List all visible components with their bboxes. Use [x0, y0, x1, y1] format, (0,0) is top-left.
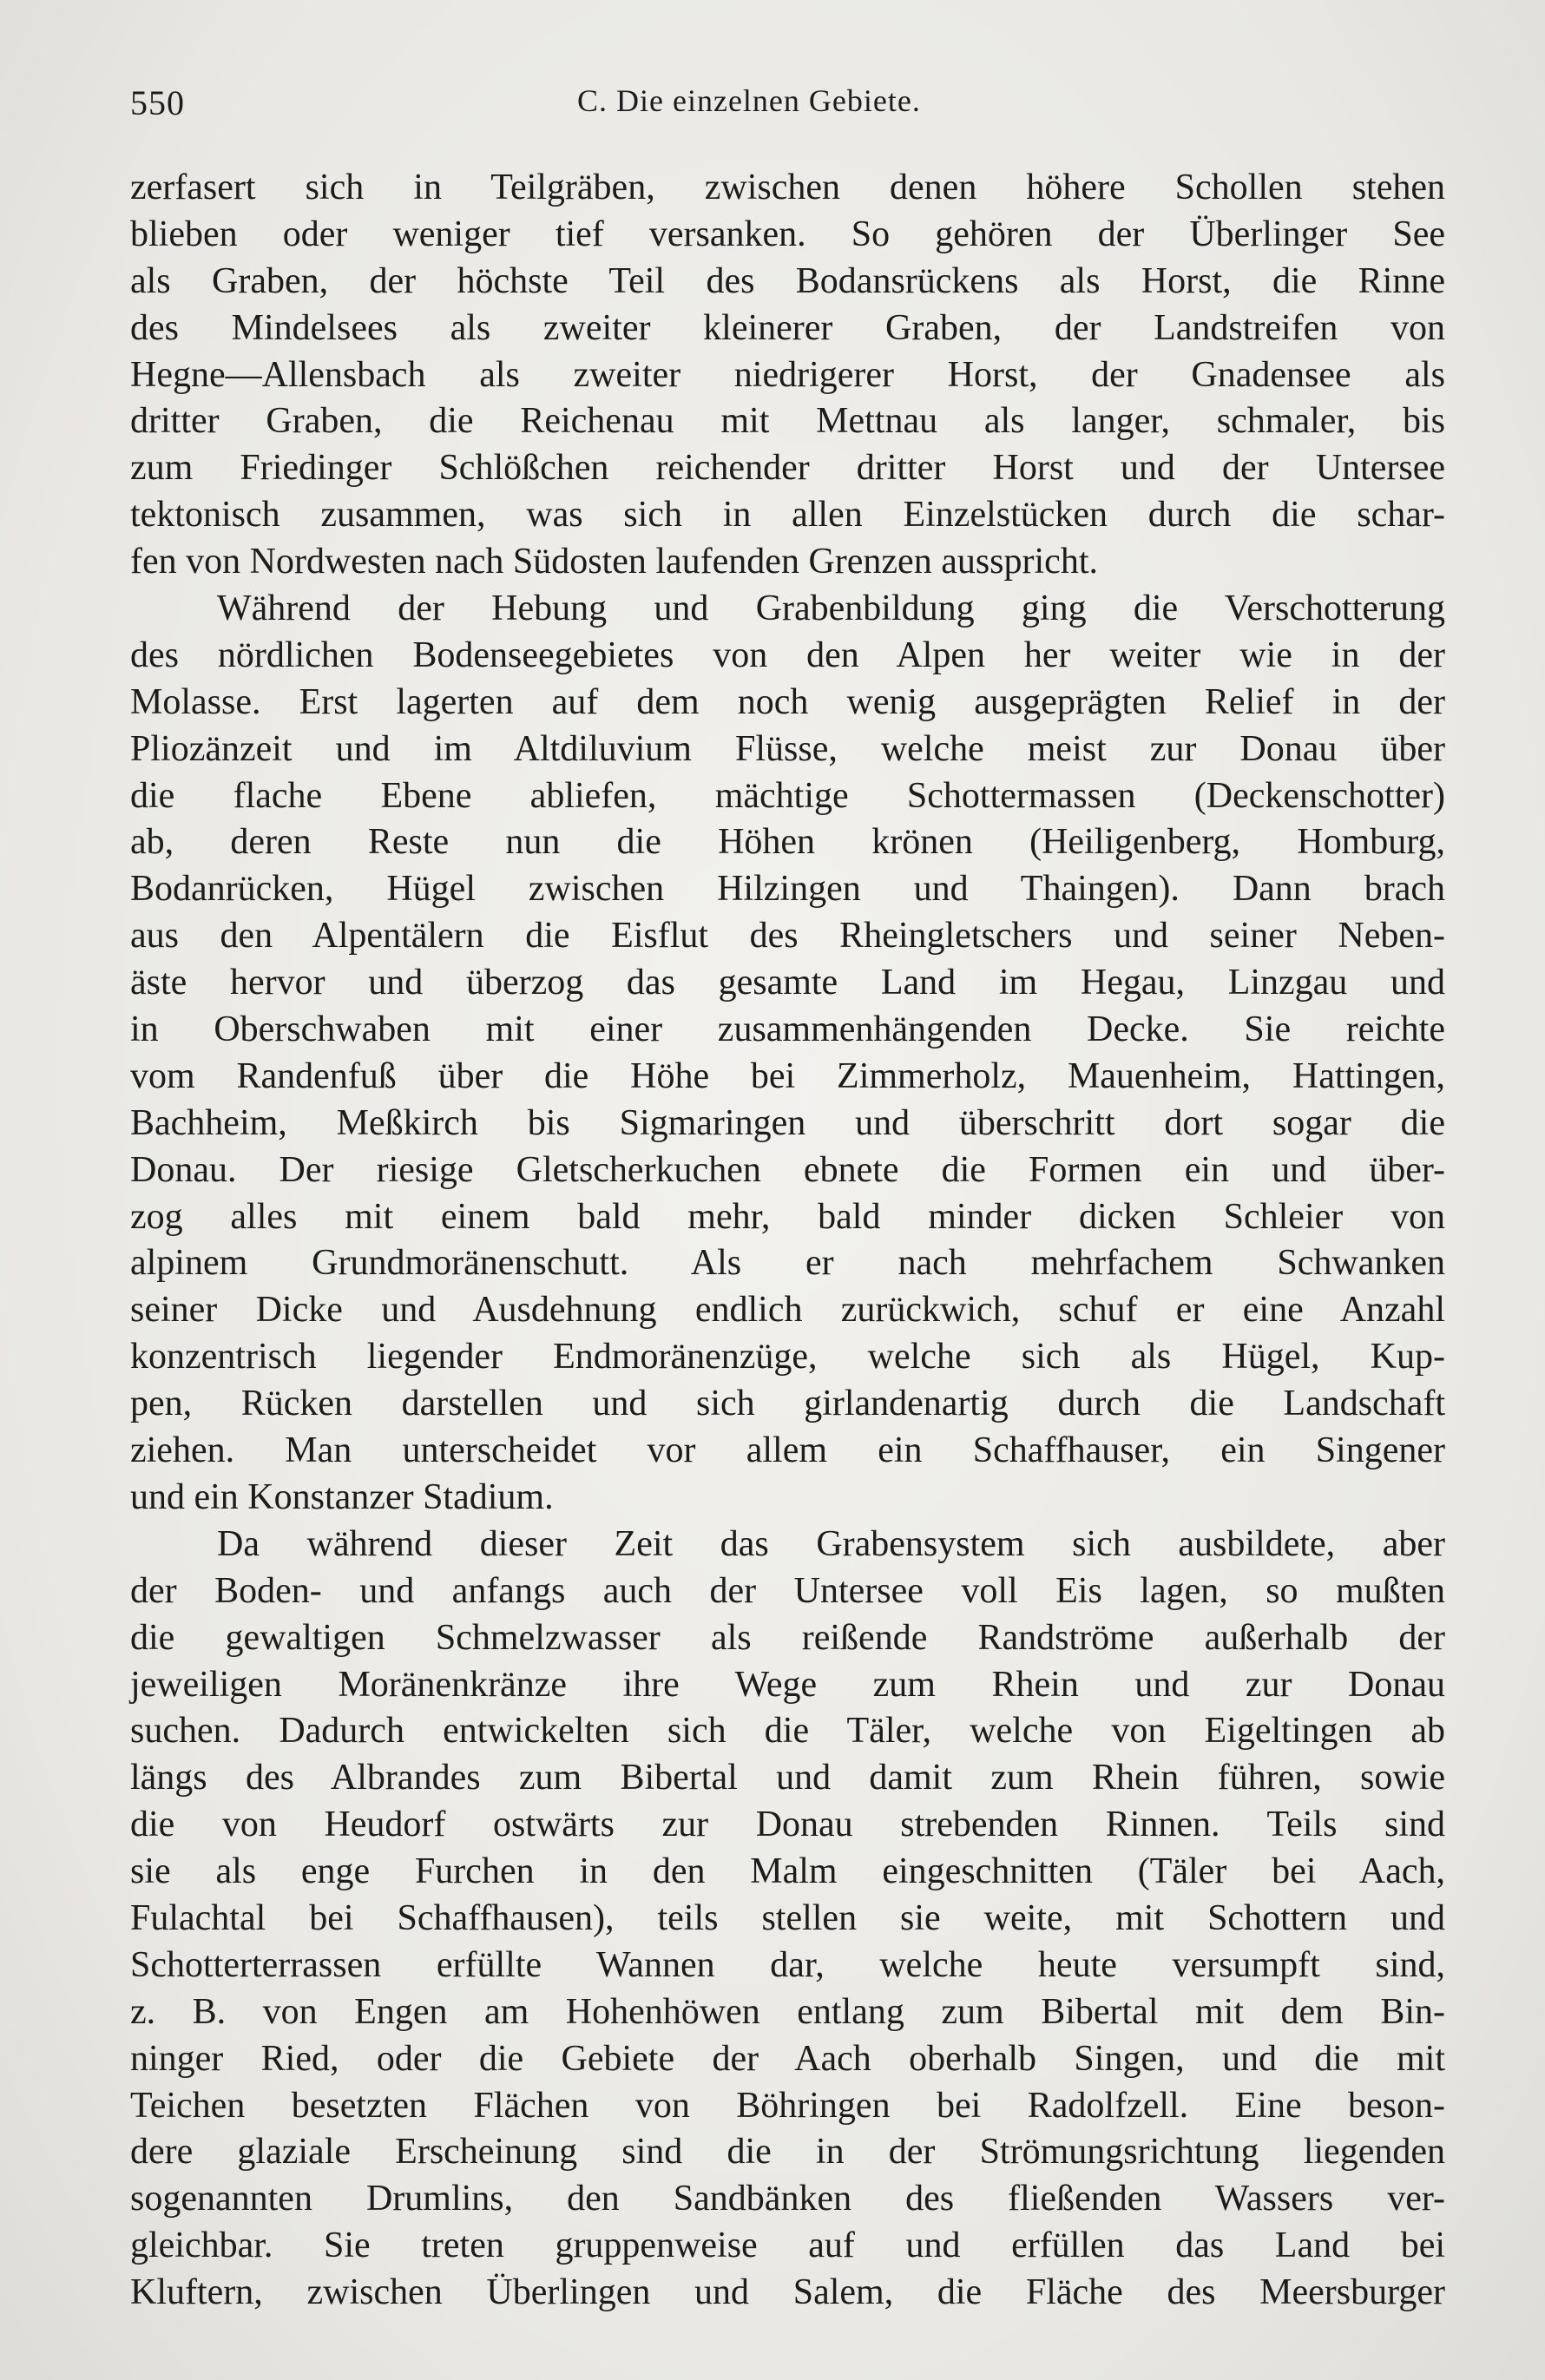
- text-line: seiner Dicke und Ausdehnung endlich zurückwich, schuf er eine Anzahl: [130, 1290, 1445, 1331]
- text-line: zog alles mit einem bald mehr, bald minder dicken Schleier von: [130, 1196, 1445, 1237]
- text-line: suchen. Dadurch entwickelten sich die Täler, welche von Eigeltingen ab: [130, 1711, 1445, 1752]
- text-line: ab, deren Reste nun die Höhen krönen (Heiligenberg, Homburg,: [130, 822, 1445, 863]
- text-line: und ein Konstanzer Stadium.: [130, 1476, 554, 1517]
- text-line: Bodanrücken, Hügel zwischen Hilzingen und Thaingen). Dann brach: [130, 869, 1445, 910]
- text-line: Teichen besetzten Flächen von Böhringen bei Radolfzell. Eine beson-: [130, 2085, 1445, 2126]
- text-line: zum Friedinger Schlößchen reichender dritter Horst und der Untersee: [130, 448, 1445, 489]
- text-line: alpinem Grundmoränenschutt. Als er nach mehrfachem Schwanken: [130, 1243, 1445, 1284]
- text-line: tektonisch zusammen, was sich in allen Einzelstücken durch die schar-: [130, 495, 1445, 536]
- text-line: gleichbar. Sie treten gruppenweise auf und erfüllen das Land bei: [130, 2225, 1445, 2266]
- page-number: 550: [130, 83, 185, 122]
- text-line: dere glaziale Erscheinung sind die in der Strömungsrichtung liegenden: [130, 2132, 1445, 2173]
- text-line: die gewaltigen Schmelzwasser als reißende Randströme außerhalb der: [130, 1617, 1445, 1658]
- text-line: Donau. Der riesige Gletscherkuchen ebnete die Formen ein und über-: [130, 1149, 1445, 1190]
- text-line: sogenannten Drumlins, den Sandbänken des fließenden Wassers ver-: [130, 2179, 1445, 2219]
- text-line: ninger Ried, oder die Gebiete der Aach oberhalb Singen, und die mit: [130, 2038, 1445, 2079]
- text-line: aus den Alpentälern die Eisflut des Rheingletschers und seiner Neben-: [130, 916, 1445, 957]
- text-line: die flache Ebene abliefen, mächtige Schottermassen (Deckenschotter): [130, 775, 1445, 816]
- text-line: der Boden- und anfangs auch der Untersee voll Eis lagen, so mußten: [130, 1570, 1445, 1611]
- text-line: pen, Rücken darstellen und sich girlandenartig durch die Landschaft: [130, 1384, 1445, 1424]
- text-line: Pliozänzeit und im Altdiluvium Flüsse, welche meist zur Donau über: [130, 728, 1445, 769]
- text-line: die von Heudorf ostwärts zur Donau strebenden Rinnen. Teils sind: [130, 1805, 1445, 1845]
- text-line: Hegne—Allensbach als zweiter niedrigerer Horst, der Gnadensee als: [130, 354, 1445, 395]
- text-line: z. B. von Engen am Hohenhöwen entlang zum Bibertal mit dem Bin-: [130, 1991, 1445, 2032]
- text-line: in Oberschwaben mit einer zusammenhängenden Decke. Sie reichte: [130, 1009, 1445, 1050]
- text-line: sie als enge Furchen in den Malm eingeschnitten (Täler bei Aach,: [130, 1851, 1445, 1892]
- text-line: äste hervor und überzog das gesamte Land im Hegau, Linzgau und: [130, 963, 1445, 1003]
- paragraph-first-line: Während der Hebung und Grabenbildung ging die Verschotterung: [217, 588, 1445, 629]
- text-line: zerfasert sich in Teilgräben, zwischen denen höhere Schollen stehen: [130, 168, 1445, 207]
- text-line: Kluftern, zwischen Überlingen und Salem, die Fläche des Meersburger: [130, 2272, 1445, 2313]
- text-line: längs des Albrandes zum Bibertal und damit zum Rhein führen, sowie: [130, 1758, 1445, 1798]
- text-line: dritter Graben, die Reichenau mit Mettnau als langer, schmaler, bis: [130, 401, 1445, 442]
- text-line: blieben oder weniger tief versanken. So gehören der Überlinger See: [130, 214, 1445, 254]
- running-head: [130, 82, 1445, 135]
- paragraph-first-line: Da während dieser Zeit das Grabensystem sich ausbildete, aber: [217, 1523, 1445, 1564]
- text-line: Schotterterrassen erfüllte Wannen dar, welche heute versumpft sind,: [130, 1944, 1445, 1985]
- text-line: des nördlichen Bodenseegebietes von den Alpen her weiter wie in der: [130, 634, 1445, 675]
- text-line: Bachheim, Meßkirch bis Sigmaringen und überschritt dort sogar die: [130, 1102, 1445, 1143]
- text-line: des Mindelsees als zweiter kleinerer Graben, der Landstreifen von: [130, 307, 1445, 348]
- text-line: Molasse. Erst lagerten auf dem noch wenig ausgeprägten Relief in der: [130, 681, 1445, 722]
- text-line: jeweiligen Moränenkränze ihre Wege zum Rhein und zur Donau: [130, 1664, 1445, 1705]
- text-line: fen von Nordwesten nach Südosten laufenden Grenzen ausspricht.: [130, 542, 1098, 582]
- text-line: konzentrisch liegender Endmoränenzüge, welche sich als Hügel, Kup-: [130, 1337, 1445, 1377]
- text-line: als Graben, der höchste Teil des Bodansrückens als Horst, die Rinne: [130, 260, 1445, 301]
- running-head-title: C. Die einzelnen Gebiete.: [577, 83, 921, 118]
- body-text: [130, 165, 1445, 2317]
- text-line: Fulachtal bei Schaffhausen), teils stellen sie weite, mit Schottern und: [130, 1897, 1445, 1938]
- text-line: vom Randenfuß über die Höhe bei Zimmerholz, Mauenheim, Hattingen,: [130, 1055, 1445, 1096]
- text-line: ziehen. Man unterscheidet vor allem ein Schaffhauser, ein Singener: [130, 1430, 1445, 1471]
